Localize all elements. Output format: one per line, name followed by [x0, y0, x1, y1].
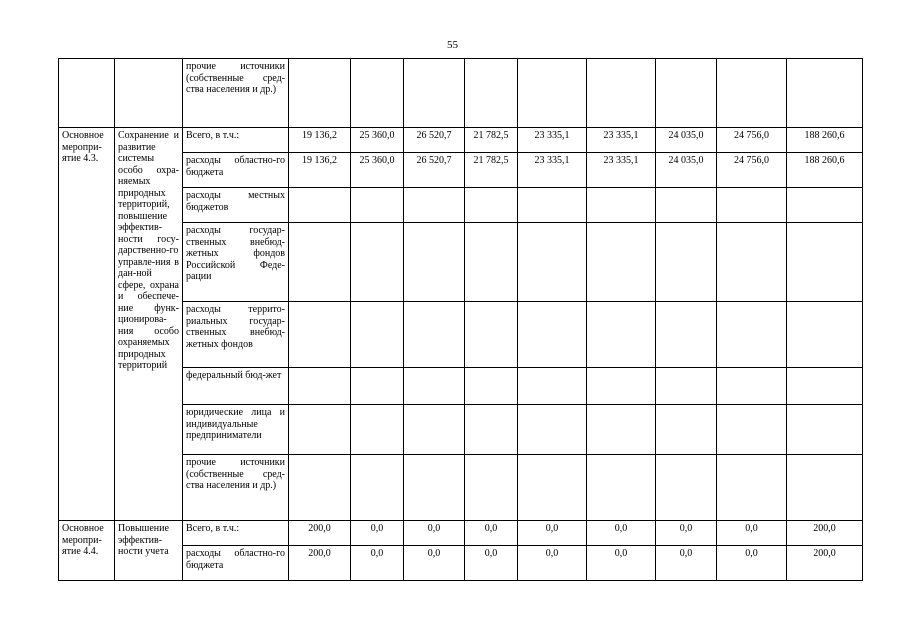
- value-cell: 0,0: [465, 546, 518, 581]
- value-cell: 188 260,6: [787, 128, 863, 153]
- value-cell: 25 360,0: [351, 153, 404, 188]
- value-cell: 19 136,2: [289, 128, 351, 153]
- source-label-other: прочие источники (собственные сред-ства населения и др.): [183, 455, 289, 521]
- source-label-other: прочие источники (собственные сред-ства населения и др.): [183, 59, 289, 128]
- value-cell: 0,0: [656, 546, 717, 581]
- value-cell: 200,0: [787, 521, 863, 546]
- value-cell: 23 335,1: [518, 128, 587, 153]
- source-label-territorial-funds: расходы террито-риальных государ-ственных внебюд-жетных фондов: [183, 302, 289, 368]
- value-cell: 23 335,1: [518, 153, 587, 188]
- value-cell: 200,0: [289, 546, 351, 581]
- measure-name: Сохранение и развитие системы особо охра-няемых природных территорий, повышение эффектив-ности госу-дарственно-го управле-ния в дан-ной сфере, охрана и обеспече-ние функ-ционирова-ния особо охраняемых природных территорий: [115, 128, 183, 521]
- value-cell: 200,0: [289, 521, 351, 546]
- value-cell: 0,0: [351, 521, 404, 546]
- budget-table: [58, 58, 863, 581]
- value-cell: 0,0: [518, 546, 587, 581]
- measure-code: Основное меропри-ятие 4.3.: [59, 128, 115, 521]
- value-cell: 23 335,1: [587, 128, 656, 153]
- measure-code-cell: [59, 59, 115, 128]
- value-cell: 23 335,1: [587, 153, 656, 188]
- value-cell: 24 756,0: [717, 128, 787, 153]
- value-cell: 19 136,2: [289, 153, 351, 188]
- measure-code: Основное меропри-ятие 4.4.: [59, 521, 115, 581]
- source-label-regional: расходы областно-го бюджета: [183, 153, 289, 188]
- source-label-legal-entities: юридические лица и индивидуальные предприниматели: [183, 405, 289, 455]
- measure-name: Повышение эффектив-ности учета: [115, 521, 183, 581]
- value-cell: 0,0: [351, 546, 404, 581]
- value-cell: 21 782,5: [465, 153, 518, 188]
- value-cell: 21 782,5: [465, 128, 518, 153]
- value-cell: 0,0: [717, 546, 787, 581]
- source-label-regional: расходы областно-го бюджета: [183, 546, 289, 581]
- source-label-local: расходы местных бюджетов: [183, 188, 289, 223]
- source-label-total: Всего, в т.ч.:: [183, 128, 289, 153]
- value-cell: 0,0: [518, 521, 587, 546]
- value-cell: 0,0: [404, 546, 465, 581]
- value-cell: 26 520,7: [404, 153, 465, 188]
- value-cell: 0,0: [465, 521, 518, 546]
- source-label-federal: федеральный бюд-жет: [183, 368, 289, 405]
- value-cell: 24 035,0: [656, 153, 717, 188]
- table-row: [59, 128, 863, 153]
- value-cell: 0,0: [404, 521, 465, 546]
- page-number: 55: [447, 39, 458, 51]
- value-cell: 0,0: [656, 521, 717, 546]
- source-label-state-funds: расходы государ-ственных внебюд-жетных фондов Российской Феде-рации: [183, 223, 289, 302]
- value-cell: 24 756,0: [717, 153, 787, 188]
- value-cell: 0,0: [587, 546, 656, 581]
- value-cell: 0,0: [587, 521, 656, 546]
- value-cell: 26 520,7: [404, 128, 465, 153]
- value-cell: 200,0: [787, 546, 863, 581]
- value-cell: 0,0: [717, 521, 787, 546]
- value-cell: 25 360,0: [351, 128, 404, 153]
- measure-name-cell: [115, 59, 183, 128]
- table-row: [59, 521, 863, 546]
- value-cell: 24 035,0: [656, 128, 717, 153]
- value-cell: 188 260,6: [787, 153, 863, 188]
- source-label-total: Всего, в т.ч.:: [183, 521, 289, 546]
- table-row: [59, 59, 863, 128]
